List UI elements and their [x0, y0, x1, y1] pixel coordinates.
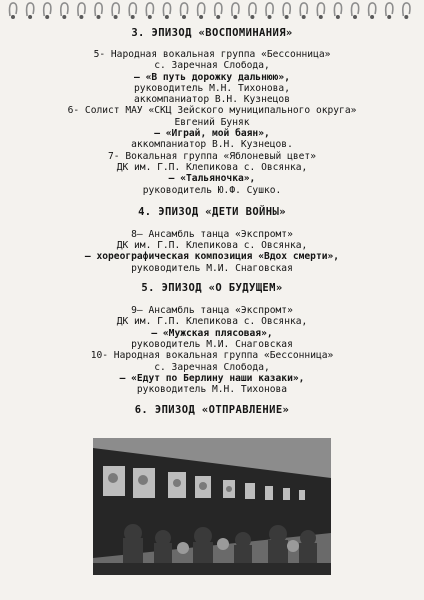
program-line: – «Играй, мой баян», — [154, 128, 270, 140]
program-line: 10- Народная вокальная группа «Бессонница» — [90, 350, 334, 362]
program-line: аккомпаниатор В.Н. Кузнецов — [134, 94, 290, 106]
spiral-hole — [97, 15, 101, 19]
program-line: ДК им. Г.П. Клепикова с. Овсянка, — [116, 240, 308, 252]
spiral-hole — [302, 15, 306, 19]
spiral-hole — [79, 15, 83, 19]
episode-title: 4. ЭПИЗОД «ДЕТИ ВОЙНЫ» — [138, 205, 286, 218]
spiral-hole — [233, 15, 237, 19]
spiral-ring — [266, 3, 273, 16]
episode-5 — [0, 281, 424, 395]
spiral-hole — [336, 15, 340, 19]
spiral-hole — [199, 15, 203, 19]
program-line: – «Мужская плясовая», — [151, 327, 273, 339]
program-line: ДК им. Г.П. Клепикова с. Овсянка, — [116, 161, 308, 173]
program-line: 6- Солист МАУ «СКЦ Зейского муниципального округа» — [67, 105, 357, 117]
program-line: аккомпаниатор В.Н. Кузнецов. — [131, 139, 293, 151]
spiral-ring — [112, 3, 119, 16]
spiral-hole — [114, 15, 118, 19]
spiral-hole — [268, 15, 272, 19]
spiral-ring — [232, 3, 239, 16]
spiral-hole — [216, 15, 220, 19]
spiral-ring — [10, 3, 17, 16]
spiral-hole — [387, 15, 391, 19]
spiral-ring — [27, 3, 34, 16]
program-content — [0, 26, 424, 417]
episode-title: 5. ЭПИЗОД «О БУДУЩЕМ» — [141, 282, 283, 295]
spiral-ring — [215, 3, 222, 16]
program-line: 7- Вокальная группа «Яблоневый цвет» — [108, 150, 316, 162]
program-line: – «В путь дорожку дальнюю», — [134, 71, 290, 83]
spiral-ring — [386, 3, 393, 16]
episode-title: 6. ЭПИЗОД «ОТПРАВЛЕНИЕ» — [134, 404, 290, 417]
spiral-hole — [62, 15, 66, 19]
spiral-hole — [148, 15, 152, 19]
spiral-ring — [369, 3, 376, 16]
spiral-hole — [131, 15, 135, 19]
spiral-ring — [283, 3, 290, 16]
program-line: 5- Народная вокальная группа «Бессонница» — [93, 49, 331, 60]
episode-4 — [0, 205, 424, 274]
spiral-ring — [403, 3, 410, 16]
spiral-hole — [11, 15, 15, 19]
spiral-ring — [317, 3, 324, 16]
spiral-ring — [334, 3, 341, 16]
program-line: руководитель М.И. Снаговская — [131, 338, 293, 350]
spiral-ring — [146, 3, 153, 16]
spiral-hole — [370, 15, 374, 19]
spiral-hole — [165, 15, 169, 19]
spiral-hole — [319, 15, 323, 19]
spiral-ring — [352, 3, 359, 16]
program-line: 9– Ансамбль танца «Экспромт» — [131, 305, 293, 317]
episode-3 — [0, 26, 424, 196]
episode-6 — [0, 403, 424, 417]
spiral-hole — [285, 15, 289, 19]
spiral-ring — [129, 3, 136, 16]
spiral-ring — [78, 3, 85, 16]
spiral-ring — [181, 3, 188, 16]
spiral-ring — [44, 3, 51, 16]
program-line: – «Едут по Берлину наши казаки», — [119, 372, 305, 384]
wartime-train-photo — [93, 438, 331, 575]
program-line: – хореографическая композиция «Вдох смерти», — [84, 251, 340, 263]
spiral-hole — [404, 15, 408, 19]
program-line: Евгений Буняк — [174, 116, 250, 128]
program-line: руководитель М.Н. Тихонова, — [134, 82, 290, 94]
spiral-hole — [182, 15, 186, 19]
program-line: руководитель М.И. Снаговская — [131, 262, 293, 274]
program-line: руководитель М.Н. Тихонова — [136, 384, 288, 396]
program-line: – «Тальяночка», — [168, 173, 256, 185]
spiral-hole — [28, 15, 32, 19]
episode-title: 3. ЭПИЗОД «ВОСПОМИНАНИЯ» — [131, 27, 293, 39]
spiral-binding — [0, 0, 424, 22]
spiral-ring — [198, 3, 205, 16]
program-line: руководитель Ю.Ф. Сушко. — [142, 184, 282, 196]
spiral-ring — [249, 3, 256, 16]
program-line: с. Заречная Слобода, — [154, 60, 270, 72]
program-line: ДК им. Г.П. Клепикова с. Овсянка, — [116, 316, 308, 328]
spiral-ring — [95, 3, 102, 16]
spiral-hole — [45, 15, 49, 19]
program-line: с. Заречная Слобода, — [154, 361, 270, 373]
program-line: 8– Ансамбль танца «Экспромт» — [131, 228, 293, 240]
spiral-hole — [353, 15, 357, 19]
spiral-ring — [163, 3, 170, 16]
spiral-ring — [300, 3, 307, 16]
spiral-ring — [61, 3, 68, 16]
spiral-hole — [250, 15, 254, 19]
